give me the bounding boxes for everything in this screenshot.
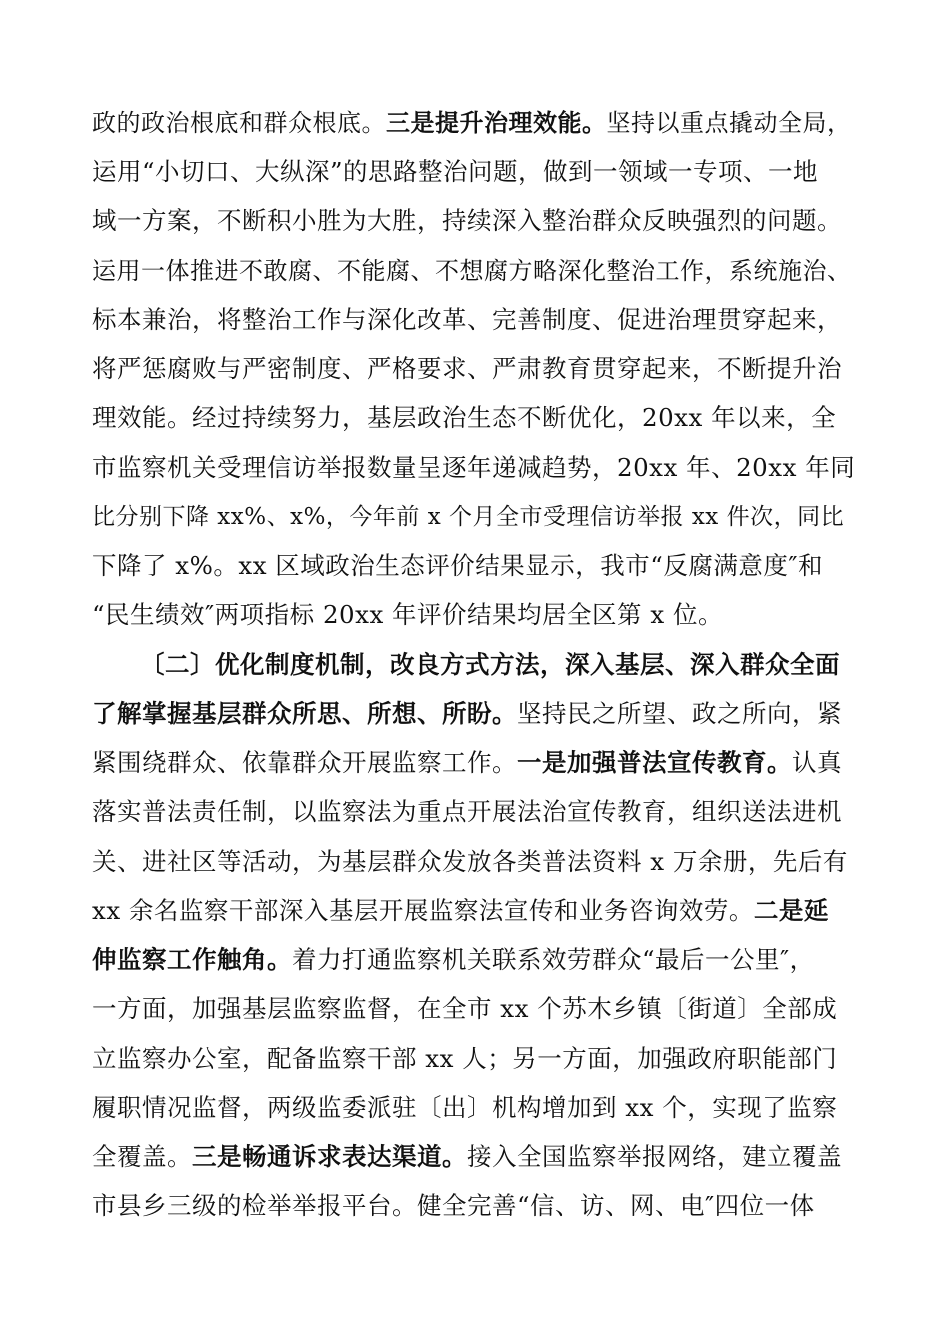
text-line: 全覆盖。三是畅通诉求表达渠道。接入全国监察举报网络，建立覆盖: [92, 1142, 842, 1171]
text-line: 紧围绕群众、依靠群众开展监察工作。一是加强普法宣传教育。认真: [92, 748, 842, 777]
text-line: 域一方案，不断积小胜为大胜，持续深入整治群众反映强烈的问题。: [92, 206, 842, 235]
text-line: 比分别下降 xx%、x%，今年前 x 个月全市受理信访举报 xx 件次，同比: [92, 504, 845, 530]
text-line: 运用一体推进不敢腐、不能腐、不想腐方略深化整治工作，系统施治、: [92, 257, 852, 285]
text-line: 下降了 x%。xx 区域政治生态评价结果显示，我市“反腐满意度″和: [92, 551, 823, 580]
section-heading-line: 〔二〕优化制度机制，改良方式方法，深入基层、深入群众全面: [140, 650, 840, 679]
text-line: 标本兼治，将整治工作与深化改革、完善制度、促进治理贯穿起来，: [92, 305, 842, 334]
text-line: 了解掌握基层群众所思、所想、所盼。坚持民之所望、政之所向，紧: [92, 699, 842, 728]
text-line: 政的政治根底和群众根底。三是提升治理效能。坚持以重点撬动全局，: [92, 108, 852, 137]
text-line: 伸监察工作触角。着力打通监察机关联系效劳群众“最后一公里″，: [92, 945, 815, 974]
text-line: 一方面，加强基层监察监督，在全市 xx 个苏木乡镇〔街道〕全部成: [92, 994, 838, 1023]
text-line: 履职情况监督，两级监委派驻〔出〕机构增加到 xx 个，实现了监察: [92, 1093, 838, 1122]
text-line: 市县乡三级的检举举报平台。健全完善“信、访、网、电″四位一体: [92, 1191, 815, 1220]
text-line: 理效能。经过持续努力，基层政治生态不断优化，20xx 年以来，全: [92, 403, 837, 432]
text-line: 运用“小切口、大纵深”的思路整治问题，做到一领域一专项、一地: [92, 157, 819, 186]
text-line: 将严惩腐败与严密制度、严格要求、严肃教育贯穿起来，不断提升治: [92, 354, 842, 383]
text-line: 落实普法责任制，以监察法为重点开展法治宣传教育，组织送法进机: [92, 797, 842, 826]
text-line: 立监察办公室，配备监察干部 xx 人；另一方面，加强政府职能部门: [92, 1044, 838, 1073]
text-line: xx 余名监察干部深入基层开展监察法宣传和业务咨询效劳。二是延: [92, 896, 829, 925]
text-line: 关、进社区等活动，为基层群众发放各类普法资料 x 万余册，先后有: [92, 847, 848, 876]
text-line: 市监察机关受理信访举报数量呈逐年递减趋势，20xx 年、20xx 年同: [92, 453, 856, 482]
text-line: “民生绩效″两项指标 20xx 年评价结果均居全区第 x 位。: [92, 600, 723, 629]
